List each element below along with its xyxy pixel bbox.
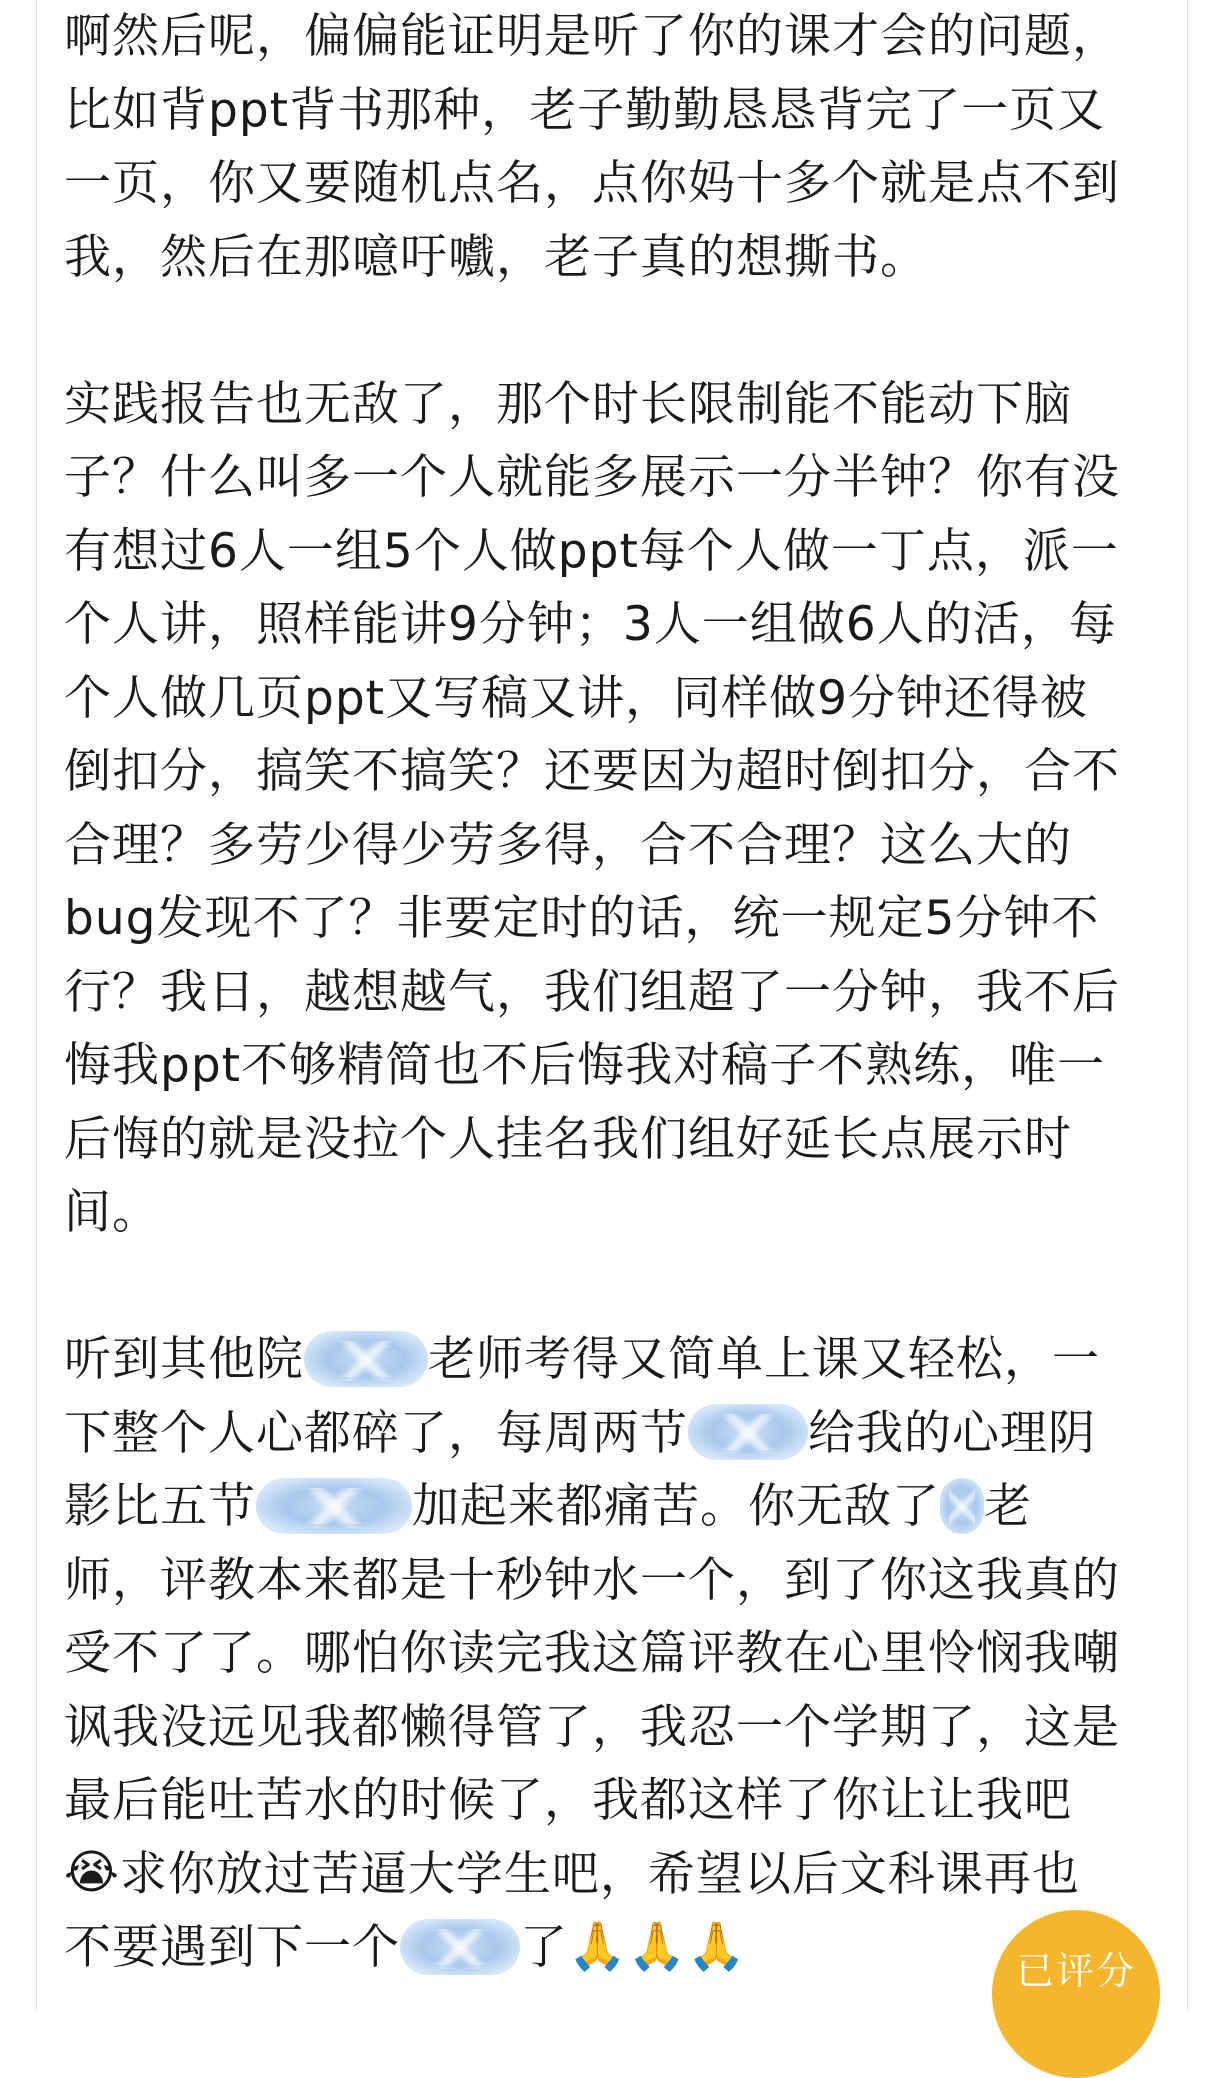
text-segment: 听到其他院 bbox=[64, 1332, 304, 1387]
text-line: 师，评教本来都是十秒钟水一个，到了你这我真的 bbox=[64, 1552, 1120, 1608]
redaction-blur bbox=[688, 1404, 808, 1460]
folded-hands-icon: 🙏🙏🙏 bbox=[568, 1918, 747, 1974]
text-line: 子？什么叫多一个人就能多展示一分半钟？你有没 bbox=[64, 450, 1120, 505]
text-line: 实践报告也无敌了，那个时长限制能不能动下脑 bbox=[64, 376, 1072, 432]
paragraph-gap bbox=[64, 294, 1164, 368]
text-segment: 下整个人心都碎了，每周两节 bbox=[64, 1405, 688, 1461]
text-segment: 老 bbox=[984, 1479, 1032, 1534]
paragraph-2 bbox=[64, 368, 1164, 1250]
text-segment: 给我的心理阴 bbox=[808, 1405, 1096, 1461]
text-line: 我，然后在那噫吁嚱，老子真的想撕书。 bbox=[64, 229, 928, 285]
text-line: 个人做几页ppt又写稿又讲，同样做9分钟还得被 bbox=[64, 670, 1088, 726]
text-line bbox=[64, 1323, 1164, 1397]
text-line: 合理？多劳少得少劳多得，合不合理？这么大的 bbox=[64, 817, 1072, 873]
rated-badge-button[interactable] bbox=[992, 1910, 1160, 2078]
text-line: 个人讲，照样能讲9分钟；3人一组做6人的活，每 bbox=[64, 597, 1117, 652]
text-line bbox=[64, 1470, 1164, 1544]
text-segment: 求你放过苦逼大学生吧，希望以后文科课再也 bbox=[119, 1846, 1080, 1902]
text-line: 讽我没远见我都懒得管了，我忍一个学期了，这是 bbox=[64, 1699, 1120, 1755]
text-line: 受不了了。哪怕你读完我这篇评教在心里怜悯我嘲 bbox=[64, 1626, 1120, 1681]
text-line: bug发现不了？非要定时的话，统一规定5分钟不 bbox=[64, 891, 1100, 946]
text-line: 一页，你又要随机点名，点你妈十多个就是点不到 bbox=[64, 156, 1120, 211]
redaction-blur bbox=[400, 1919, 520, 1975]
text-line: 啊然后呢，偏偏能证明是听了你的课才会的问题， bbox=[64, 9, 1120, 64]
text-segment: 老师考得又简单上课又轻松，一 bbox=[428, 1332, 1100, 1387]
text-line bbox=[64, 1397, 1164, 1471]
text-line: 行？我日，越想越气，我们组超了一分钟，我不后 bbox=[64, 964, 1120, 1020]
paragraph-3 bbox=[64, 1323, 1164, 1985]
redaction-blur bbox=[940, 1478, 984, 1534]
text-line: 间。 bbox=[64, 1185, 160, 1240]
paragraph-gap bbox=[64, 1250, 1164, 1324]
text-line: 有想过6人一组5个人做ppt每个人做一丁点，派一 bbox=[64, 523, 1119, 579]
text-segment: 了 bbox=[520, 1920, 568, 1975]
crying-face-icon: 😭 bbox=[64, 1845, 120, 1901]
text-line: 最后能吐苦水的时候了，我都这样了你让让我吧 bbox=[64, 1773, 1072, 1828]
post-body bbox=[64, 0, 1164, 1985]
rated-badge-label: 已评分 bbox=[1015, 1949, 1136, 1993]
text-line: 悔我ppt不够精简也不后悔我对稿子不熟练，唯一 bbox=[64, 1038, 1106, 1093]
text-line: 倒扣分，搞笑不搞笑？还要因为超时倒扣分，合不 bbox=[64, 744, 1120, 799]
text-line: 后悔的就是没拉个人挂名我们组好延长点展示时 bbox=[64, 1111, 1072, 1167]
paragraph-1 bbox=[64, 0, 1164, 294]
text-segment: 不要遇到下一个 bbox=[64, 1920, 400, 1975]
redaction-blur bbox=[304, 1331, 428, 1387]
redaction-blur bbox=[256, 1478, 412, 1534]
text-segment: 加起来都痛苦。你无敌了 bbox=[412, 1479, 940, 1534]
text-line: 比如背ppt背书那种，老子勤勤恳恳背完了一页又 bbox=[64, 82, 1106, 138]
text-line bbox=[64, 1838, 1164, 1912]
text-segment: 影比五节 bbox=[64, 1479, 256, 1534]
